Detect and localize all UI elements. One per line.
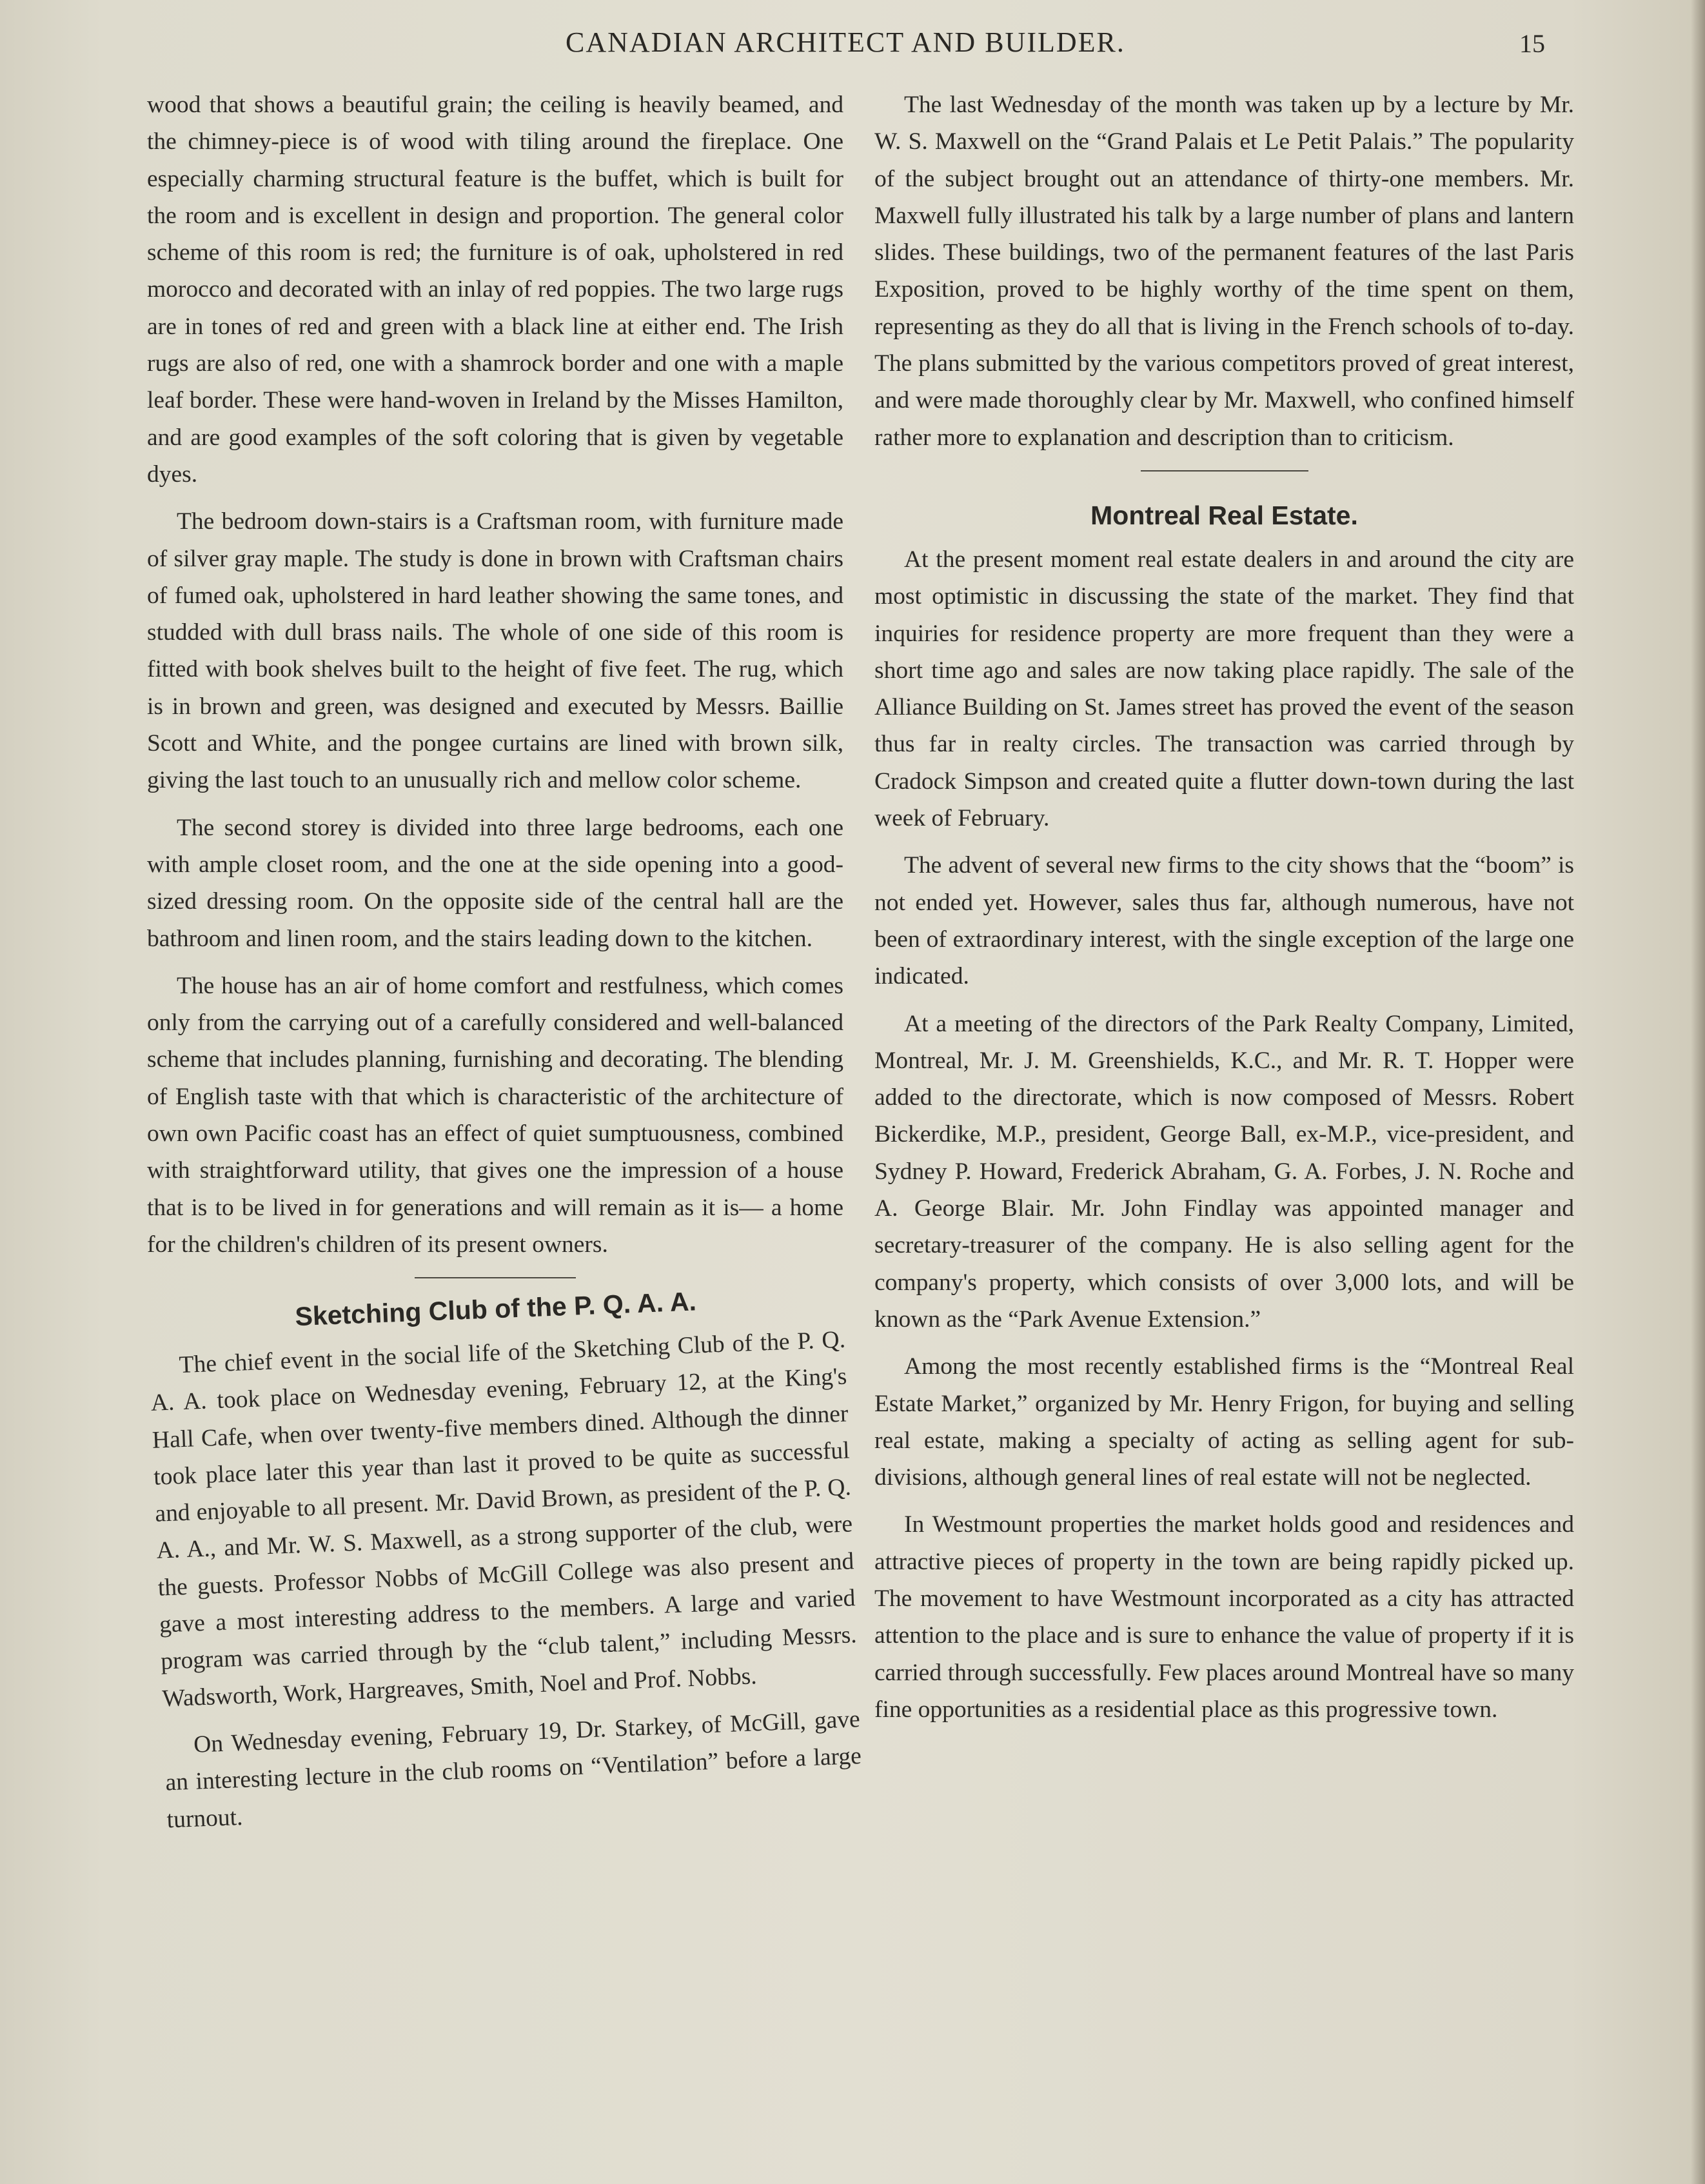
paragraph-montreal-market: Among the most recently established firms is the “Montreal Real Estate Market,” organized by Mr. Henry Frigon, for buying and selling real estate, making a specialty of acting as selling agent for sub-divisions, although general lines of real estate will not be neglected. [874,1353,1574,1491]
running-head: CANADIAN ARCHITECT AND BUILDER. [566,26,1125,58]
paragraph-park-realty: At a meeting of the directors of the Park Realty Company, Limited, Montreal, Mr. J. M. Greenshields, K.C., and Mr. R. T. Hopper were added to the directorate, which is now composed of Messrs. Robert Bickerdike, M.P., president, George Ball, ex-M.P., vice-president, and Sydney P. Howard, Frederick Abraham, G. A. Forbes, J. N. Roche and A. George Blair. Mr. John Findlay was appointed manager and secretary-treasurer of the company. He is also selling agent for the company's property, which consists of over 3,000 lots, and will be known as the “Park Avenue Extension.” [874,1010,1574,1333]
paragraph-maxwell-lecture: The last Wednesday of the month was taken up by a lecture by Mr. W. S. Maxwell on the “Grand Palais et Le Petit Palais.” The popularity of the subject brought out an attendance of thirty-one members. Mr. Maxwell fully illustrated his talk by a large number of plans and lantern slides. These buildings, two of the permanent features of the last Paris Exposition, proved to be highly worthy of the time spent on them, representing as they do all that is living in the French schools of to-day. The plans submitted by the various competitors proved of great interest, and were made thoroughly clear by Mr. Maxwell, who confined himself rather more to explanation and description than to criticism. [874,92,1574,451]
sketching-club-heading: Sketching Club of the P. Q. A. A. [294,1286,697,1332]
paragraph-ventilation-lecture: On Wednesday evening, February 19, Dr. Starkey, of McGill, gave an interesting lecture in the club rooms on “Ventilation” before a large turnout. [164,1706,862,1834]
montreal-real-estate-heading: Montreal Real Estate. [1090,500,1358,530]
paragraph-sketching-dinner: The chief event in the social life of the Sketching Club of the P. Q. A. A. took place on Wednesday evening, February 12, at the King's Hall Cafe, when over twenty-five members dined. Although the dinner took place later this year than last it proved to be quite as successful and enjoyable to all present. Mr. David Brown, as president of the P. Q. A. A., and Mr. W. S. Maxwell, as a strong supporter of the club, were the guests. Professor Nobbs of McGill College was also present and gave a most interesting address to the members. A large and varied program was carried through by the “club talent,” including Messrs. Wadsworth, Work, Hargreaves, Smith, Noel and Prof. Nobbs. [150,1326,858,1712]
paragraph-bedroom-study: The bedroom down-stairs is a Craftsman room, with furniture made of silver gray maple. The study is done in brown with Craftsman chairs of fumed oak, upholstered in hard leather showing the same tones, and studded with dull brass nails. The whole of one side of this room is fitted with book shelves built to the height of five feet. The rug, which is in brown and green, was designed and executed by Messrs. Baillie Scott and White, and the pongee curtains are lined with brown silk, giving the last touch to an unusually rich and mellow color scheme. [147,508,843,794]
section-divider [415,1277,576,1278]
paragraph-second-storey: The second storey is divided into three large bedrooms, each one with ample closet room, and the one at the side opening into a good-sized dressing room. On the opposite side of the central hall are the bathroom and linen room, and the stairs leading down to the kitchen. [147,814,843,952]
left-column [147,86,862,1849]
binding-shadow [1691,0,1705,2184]
paragraph-dining-room: wood that shows a beautiful grain; the ceiling is heavily beamed, and the chimney-piece is of wood with tiling around the fireplace. One especially charming structural feature is the buffet, which is built for the room and is excellent in design and proportion. The general color scheme of this room is red; the furniture is of oak, upholstered in red morocco and decorated with an inlay of red poppies. The two large rugs are in tones of red and green with a black line at either end. The Irish rugs are also of red, one with a shamrock border and one with a maple leaf border. These were hand-woven in Ireland by the Misses Hamilton, and are good examples of the soft coloring that is given by vegetable dyes. [147,92,843,488]
paragraph-home-comfort: The house has an air of home comfort and restfulness, which comes only from the carrying out of a carefully considered and well-balanced scheme that includes planning, furnishing and decorating. The blending of English taste with that which is characteristic of the architecture of own own Pacific coast has an effect of quiet sumptuousness, combined with straightforward utility, that gives one the impression of a house that is to be lived in for generations and will remain as it is— a home for the children's children of its present owners. [147,972,843,1258]
page-number: 15 [1519,29,1545,58]
sketching-club-article [147,1278,863,1839]
paragraph-market-optimism: At the present moment real estate dealers in and around the city are most optimistic in discussing the state of the market. They find that inquiries for residence property are more frequent than they were a short time ago and sales are now taking place rapidly. The sale of the Alliance Building on St. James street has proved the event of the season thus far in realty circles. The transaction was carried through by Cradock Simpson and created quite a flutter down-town during the last week of February. [874,546,1574,832]
section-divider [1141,470,1308,472]
page-header [0,26,1705,71]
paragraph-westmount: In Westmount properties the market holds good and residences and attractive pieces of property in the town are being rapidly picked up. The movement to have Westmount incorporated as a city has attracted attention to the place and is sure to enhance the value of property if it is carried through successfully. Few places around Montreal have so many fine opportunities as a residential place as this progressive town. [874,1511,1574,1723]
right-column [874,86,1574,1738]
paragraph-new-firms: The advent of several new firms to the city shows that the “boom” is not ended yet. However, sales thus far, although numerous, have not been of extraordinary interest, with the single exception of the large one indicated. [874,852,1574,990]
